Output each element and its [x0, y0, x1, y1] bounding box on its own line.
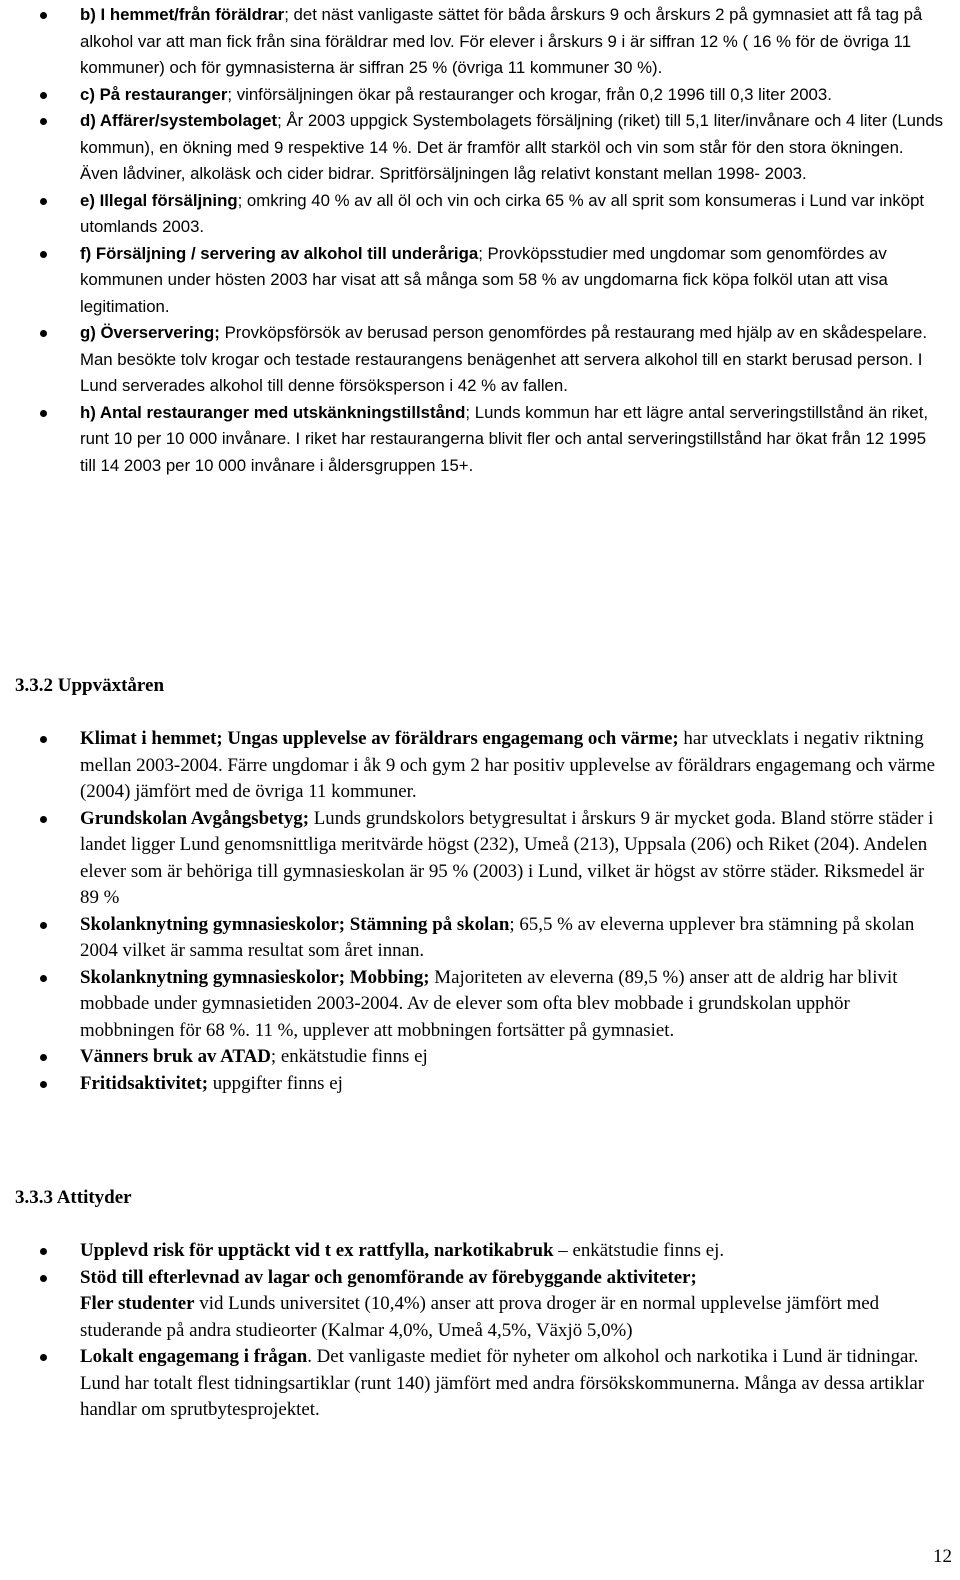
item-text: vid Lunds universitet (10,4%) anser att prova droger är en normal upplevelse jämfört med studerande på andra studieorter (Kalmar 4,0%, Umeå 4,5%, Växjö 5,0%) [80, 1293, 880, 1341]
consumption-list [0, 2, 960, 479]
list-item [0, 726, 960, 806]
bullet-icon [40, 816, 47, 823]
list-item [0, 320, 960, 400]
item-title: Upplevd risk för upptäckt vid t ex rattfylla, narkotikabruk [80, 1240, 554, 1261]
list-item [0, 188, 960, 241]
section-heading-uppvaxtaren: 3.3.2 Uppväxtåren [15, 675, 165, 696]
list-item [0, 2, 960, 82]
item-text: uppgifter finns ej [208, 1072, 343, 1094]
bullet-icon [40, 410, 47, 417]
item-text: ; Lunds kommun har ett lägre antal serveringstillstånd än riket, runt 10 per 10 000 invånare. I riket har restaurangerna blivit fler och antal serveringstillstånd har ökat från 12 1995 till 14 2003 per 10 000 invånare i åldersgruppen 15+. [80, 402, 929, 475]
item-title: f) Försäljning / servering av alkohol till underåriga [80, 243, 479, 263]
item-text: ; 65,5 % av eleverna upplever bra stämning på skolan 2004 vilket är samma resultat som året innan. [80, 913, 915, 961]
item-title: Stöd till efterlevnad av lagar och genomförande av förebyggande aktiviteter; [80, 1266, 697, 1288]
bullet-icon [40, 1354, 47, 1361]
bullet-icon [40, 12, 47, 19]
item-text: . Det vanligaste mediet för nyheter om alkohol och narkotika i Lund är tidningar. Lund har totalt flest tidningsartiklar (runt 140) jämfört med andra försökskommunerna. Många av dessa artiklar handlar om sprutbytesprojektet. [80, 1346, 925, 1420]
item-title: Vänners bruk av ATAD [80, 1046, 271, 1067]
list-item [0, 82, 960, 109]
item-text: ; vinförsäljningen ökar på restauranger och krogar, från 0,2 1996 till 0,3 liter 2003. [227, 84, 832, 104]
section-heading-attityder: 3.3.3 Attityder [15, 1187, 132, 1208]
list-item [0, 1238, 960, 1265]
list-item [0, 108, 960, 188]
item-subtitle: Fler studenter [80, 1293, 195, 1314]
item-text: – enkätstudie finns ej. [553, 1240, 725, 1261]
item-title: Lokalt engagemang i frågan [80, 1346, 308, 1367]
bullet-icon [40, 251, 47, 258]
bullet-icon [40, 1054, 47, 1061]
item-title: h) Antal restauranger med utskänkningstillstånd [80, 402, 466, 422]
item-text: ; det näst vanligaste sättet för båda årskurs 9 och årskurs 2 på gymnasiet att få tag på alkohol var att man fick från sina föräldrar med lov. För elever i årskurs 9 i är siffran 12 % ( 16 % för de övriga 11 kommuner) och för gymnasisterna är siffran 25 % (övriga 11 kommuner 30 %). [80, 5, 923, 77]
list-item [0, 1265, 960, 1345]
bullet-icon [40, 922, 47, 929]
list-item [0, 241, 960, 321]
uppvaxtaren-list [0, 726, 960, 1097]
item-title: Grundskolan Avgångsbetyg; [80, 807, 310, 829]
item-title: g) Överservering; [80, 323, 220, 342]
bullet-icon [40, 736, 47, 743]
bullet-icon [40, 92, 47, 99]
item-title: e) Illegal försäljning [80, 190, 238, 210]
bullet-icon [40, 1275, 47, 1282]
list-item [0, 965, 960, 1045]
list-item [0, 400, 960, 480]
list-item [0, 912, 960, 965]
bullet-icon [40, 975, 47, 982]
attityder-list [0, 1238, 960, 1424]
bullet-icon [40, 330, 47, 337]
bullet-icon [40, 198, 47, 205]
list-item [0, 1071, 960, 1098]
item-title: b) I hemmet/från föräldrar [80, 5, 285, 24]
list-item [0, 1044, 960, 1071]
item-title: d) Affärer/systembolaget [80, 111, 278, 130]
item-text: ; Provköpsstudier med ungdomar som genomfördes av kommunen under hösten 2003 har visat att så många som 58 % av ungdomarna fick köpa folköl utan att visa legitimation. [80, 243, 888, 316]
item-title: Klimat i hemmet; Ungas upplevelse av föräldrars engagemang och värme; [80, 728, 679, 749]
list-item [0, 1344, 960, 1424]
item-text: Provköpsförsök av berusad person genomfördes på restaurang med hjälp av en skådespelare. Man besökte tolv krogar och testade restaurangens benägenhet att servera alkohol till en starkt berusad person. I Lund serverades alkohol till denne försöksperson i 42 % av fallen. [80, 323, 927, 395]
list-item [0, 806, 960, 912]
item-title: c) På restauranger [80, 84, 228, 104]
page-number: 12 [933, 1546, 952, 1567]
item-title: Skolanknytning gymnasieskolor; Stämning på skolan [80, 913, 510, 935]
item-text: ; omkring 40 % av all öl och vin och cirka 65 % av all sprit som konsumeras i Lund var inköpt utomlands 2003. [80, 190, 925, 236]
item-text: har utvecklats i negativ riktning mellan 2003-2004. Färre ungdomar i åk 9 och gym 2 har positiv upplevelse av föräldrars engagemang och värme (2004) jämfört med de övriga 11 kommuner. [80, 728, 936, 802]
bullet-icon [40, 1081, 47, 1088]
item-title: Fritidsaktivitet; [80, 1072, 209, 1094]
bullet-icon [40, 1248, 47, 1255]
item-title: Skolanknytning gymnasieskolor; Mobbing; [80, 966, 430, 988]
item-text: Majoriteten av eleverna (89,5 %) anser att de aldrig har blivit mobbade under gymnasietiden 2003-2004. Av de elever som ofta blev mobbade i grundskolan upphör mobbningen för 68 %. 11 %, upplever att mobbningen fortsätter på gymnasiet. [80, 966, 898, 1041]
bullet-icon [40, 118, 47, 125]
item-text: ; enkätstudie finns ej [270, 1046, 428, 1067]
item-text: Lunds grundskolors betygresultat i årskurs 9 är mycket goda. Bland större städer i landet ligger Lund genomsnittliga meritvärde högst (232), Umeå (213), Uppsala (206) och Riket (204). Andelen elever som är behöriga till gymnasieskolan är 95 % (2003) i Lund, vilket är högst av större städer. Riksmedel är 89 % [80, 807, 934, 908]
item-text: ; År 2003 uppgick Systembolagets försäljning (riket) till 5,1 liter/invånare och 4 liter (Lunds kommun), en ökning med 9 respektive 14 %. Det är framför allt starköl och vin som står för den stora ökningen. Även lådviner, alkoläsk och cider bidrar. Spritförsäljningen låg relativt konstant mellan 1998- 2003. [80, 111, 944, 183]
